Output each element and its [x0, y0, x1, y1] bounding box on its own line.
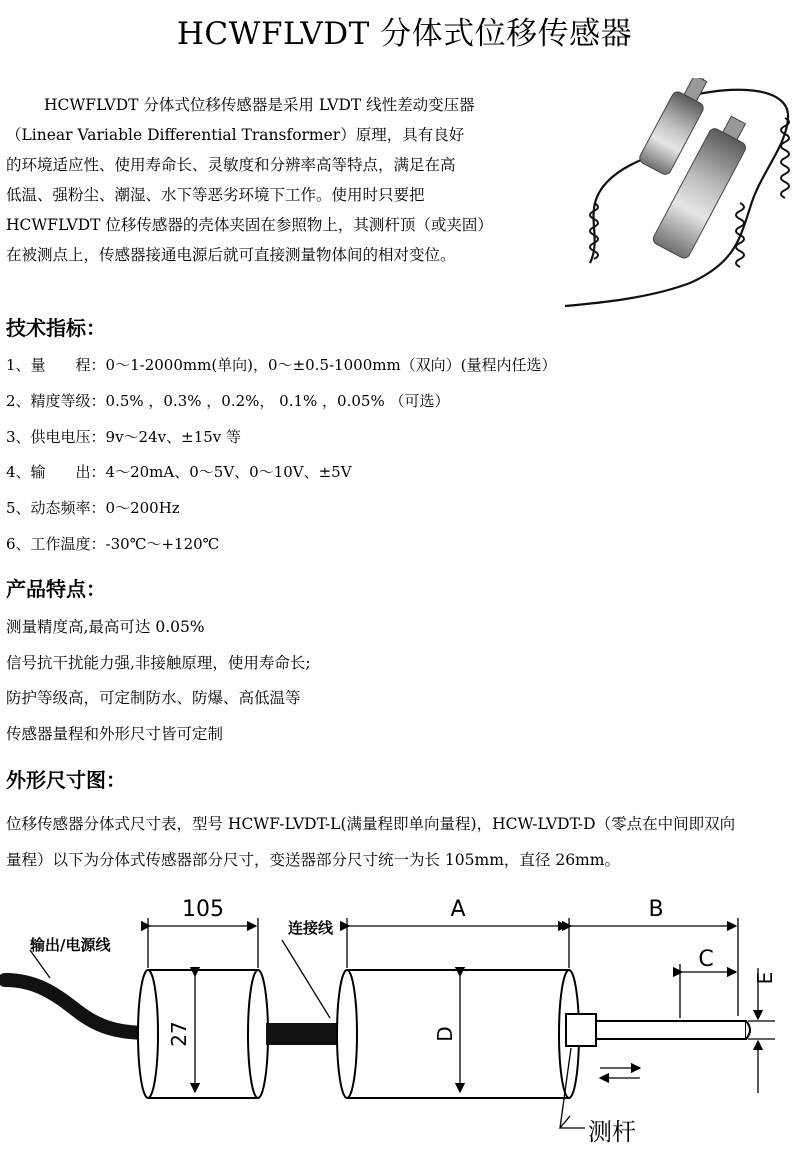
dim-label-27: 27 — [167, 1021, 191, 1047]
intro-line: HCWFLVDT 分体式位移传感器是采用 LVDT 线性差动变压器 — [44, 96, 475, 114]
transmitter-body — [138, 970, 268, 1098]
dim-label-c: C — [698, 947, 714, 972]
dim-label-b: B — [648, 897, 664, 922]
intro-line: 低温、强粉尘、潮湿、水下等恶劣环境下工作。使用时只要把 — [6, 186, 425, 204]
dimensions-heading: 外形尺寸图： — [6, 768, 126, 792]
spec-item: 6、工作温度：-30℃～+120℃ — [6, 534, 220, 553]
dimensions-description — [6, 806, 809, 878]
features-list — [6, 610, 311, 752]
dim-label-a: A — [450, 897, 466, 922]
dimensions-desc-line: 量程）以下为分体式传感器部分尺寸，变送器部分尺寸统一为长 105mm，直径 26mm。 — [6, 851, 620, 869]
features-heading: 产品特点： — [6, 577, 106, 601]
probe-rod — [566, 1014, 750, 1046]
dim-label-105: 105 — [182, 897, 224, 922]
spec-item: 4、输 出：4～20mA、0～5V、0～10V、±5V — [6, 463, 352, 482]
spec-item: 2、精度等级：0.5% ，0.3% ，0.2%， 0.1% ，0.05% （可选） — [6, 391, 450, 410]
feature-item: 测量精度高,最高可达 0.05% — [6, 618, 205, 636]
spec-item: 1、量 程：0～1-2000mm(单向)，0～±0.5-1000mm（双向）(量程内任选） — [6, 356, 557, 374]
output-cable — [5, 980, 150, 1033]
sensor-body — [337, 970, 579, 1098]
probe-rod-label: 测杆 — [588, 1118, 636, 1146]
intro-paragraph — [6, 90, 536, 270]
dim-label-d: D — [433, 1026, 457, 1042]
dimensions-desc-line: 位移传感器分体式尺寸表，型号 HCWF-LVDT-L(满量程即单向量程)，HCW-LVDT-D（零点在中间即双向 — [6, 815, 736, 833]
output-cable-label: 输出/电源线 — [30, 936, 111, 954]
intro-line: HCWFLVDT 位移传感器的壳体夹固在参照物上，其测杆顶（或夹固） — [6, 216, 493, 234]
dimension-drawing — [0, 888, 809, 1153]
intro-line: 在被测点上，传感器接通电源后就可直接测量物体间的相对变位。 — [6, 246, 456, 264]
feature-item: 信号抗干扰能力强,非接触原理，使用寿命长; — [6, 653, 311, 672]
feature-item: 传感器量程和外形尺寸皆可定制 — [6, 724, 224, 743]
intro-line: 的环境适应性、使用寿命长、灵敏度和分辨率高等特点，满足在高 — [6, 156, 456, 174]
feature-item: 防护等级高，可定制防水、防爆、高低温等 — [6, 689, 301, 707]
dim-label-e: E — [753, 971, 777, 985]
connecting-cable-label: 连接线 — [288, 919, 334, 937]
specs-heading: 技术指标： — [6, 316, 106, 340]
spec-item: 5、动态频率：0～200Hz — [6, 499, 180, 518]
spec-item: 3、供电电压：9v～24v、±15v 等 — [6, 427, 242, 446]
intro-line: （Linear Variable Differential Transformer）原理，具有良好 — [6, 126, 465, 144]
page-title: HCWFLVDT 分体式位移传感器 — [176, 16, 633, 52]
sensor-photo — [560, 78, 806, 310]
specs-list — [6, 348, 557, 563]
connecting-cable — [266, 1023, 348, 1045]
